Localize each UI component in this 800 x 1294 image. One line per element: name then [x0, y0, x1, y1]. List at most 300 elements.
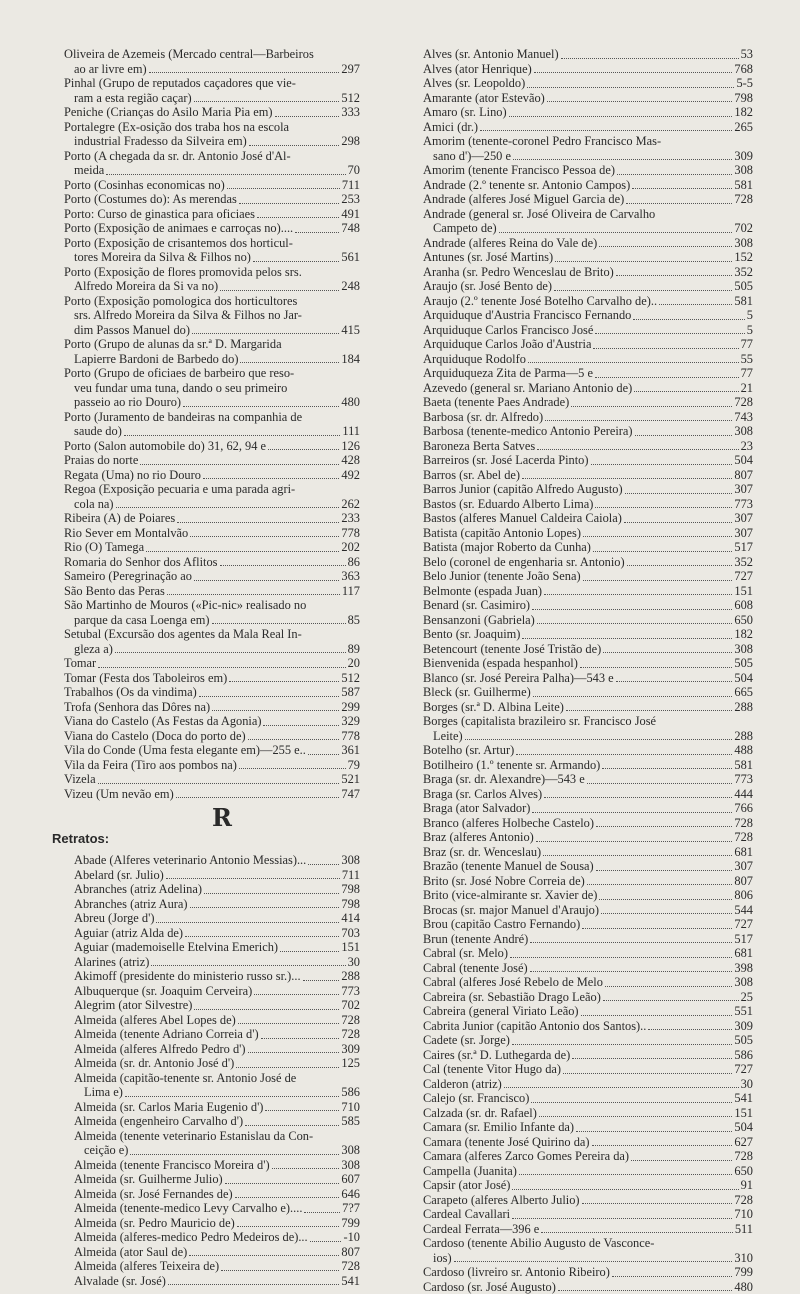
entry-last-line — [64, 540, 360, 555]
entry-label: Lima e) — [84, 1085, 123, 1100]
dot-leader — [545, 420, 732, 421]
index-entry — [64, 207, 360, 222]
index-entry — [74, 969, 360, 984]
entry-last-line — [74, 1013, 360, 1028]
index-entry — [64, 714, 360, 729]
page-number: 308 — [734, 642, 753, 657]
entry-last-line — [423, 990, 753, 1005]
index-entry — [64, 685, 360, 700]
dot-leader — [554, 290, 732, 291]
entry-last-line — [64, 787, 360, 802]
index-entry — [74, 926, 360, 941]
entry-last-line — [423, 1062, 753, 1077]
index-entry — [64, 76, 360, 105]
entry-last-line — [423, 656, 753, 671]
entry-label: Rio Sever em Montalvão — [64, 526, 188, 541]
entry-label: Batista (capitão Antonio Lopes) — [423, 526, 581, 541]
entry-label: Andrade (alferes José Miguel Garcia de) — [423, 192, 624, 207]
entry-label: Abranches (atriz Adelina) — [74, 882, 202, 897]
entry-text-line: Amorim (tenente-coronel Pedro Francisco Mas- — [423, 134, 753, 149]
dot-leader — [516, 754, 732, 755]
entry-label: Calejo (sr. Francisco) — [423, 1091, 529, 1106]
entry-label: Calzada (sr. dr. Rafael) — [423, 1106, 537, 1121]
entry-last-line — [423, 410, 753, 425]
entry-last-line — [423, 149, 753, 164]
page-number: 428 — [341, 453, 360, 468]
index-entry — [423, 671, 753, 686]
entry-last-line — [423, 178, 753, 193]
dot-leader — [547, 101, 733, 102]
entry-text-line: São Martinho de Mouros («Pic-nic» realisado no — [64, 598, 360, 613]
entry-last-line — [64, 192, 360, 207]
entry-label: Borges (sr.ª D. Albina Leite) — [423, 700, 564, 715]
entry-label: Cardeal Ferrata—396 e — [423, 1222, 539, 1237]
dot-leader — [229, 681, 339, 682]
dot-leader — [534, 72, 733, 73]
page-number: 55 — [741, 352, 753, 367]
dot-leader — [519, 1174, 732, 1175]
section-letter: R — [64, 805, 360, 831]
index-entry — [423, 1236, 753, 1265]
dot-leader — [531, 1102, 732, 1103]
page-number: ‑10 — [343, 1230, 360, 1245]
page-number: 773 — [734, 497, 753, 512]
index-entry — [423, 511, 753, 526]
entry-label: Bastos (alferes Manuel Caldeira Caiola) — [423, 511, 622, 526]
index-entry — [64, 178, 360, 193]
entry-last-line — [64, 453, 360, 468]
entry-last-line — [64, 700, 360, 715]
dot-leader — [310, 1241, 342, 1242]
page-number: 561 — [341, 250, 360, 265]
dot-leader — [190, 536, 339, 537]
entry-label: Braz (alferes Antonio) — [423, 830, 534, 845]
page-number: 544 — [734, 903, 753, 918]
entry-last-line — [423, 1048, 753, 1063]
entry-label: Vizela — [64, 772, 96, 787]
right-list — [423, 47, 753, 1294]
entry-label: Praias do norte — [64, 453, 138, 468]
entry-label: Trofa (Senhora das Dôres na) — [64, 700, 210, 715]
page-number: 504 — [734, 671, 753, 686]
dot-leader — [544, 797, 732, 798]
entry-last-line — [423, 1004, 753, 1019]
entry-last-line — [423, 598, 753, 613]
page-number: 728 — [341, 1259, 360, 1274]
index-entry — [423, 830, 753, 845]
dot-leader — [561, 58, 739, 59]
entry-last-line — [74, 940, 360, 955]
entry-text-line: Regoa (Exposição pecuaria e uma parada agri- — [64, 482, 360, 497]
entry-last-line — [64, 526, 360, 541]
entry-last-line — [423, 163, 753, 178]
page-number: 184 — [341, 352, 360, 367]
entry-label: Braga (sr. dr. Alexandre)—543 e — [423, 772, 585, 787]
entry-last-line — [64, 671, 360, 686]
index-entry — [64, 149, 360, 178]
index-entry — [74, 1216, 360, 1231]
dot-leader — [185, 936, 339, 937]
entry-last-line — [74, 1100, 360, 1115]
entry-label: Camara (sr. Emilio Infante da) — [423, 1120, 574, 1135]
entry-label: Braz (sr. dr. Wenceslau) — [423, 845, 541, 860]
page-number: 728 — [734, 1193, 753, 1208]
index-entry — [423, 874, 753, 889]
entry-last-line — [423, 279, 753, 294]
entry-last-line — [423, 453, 753, 468]
dot-leader — [580, 667, 733, 668]
page-number: 25 — [741, 990, 753, 1005]
index-entry — [64, 236, 360, 265]
entry-last-line — [64, 105, 360, 120]
entry-last-line — [64, 685, 360, 700]
dot-leader — [239, 203, 340, 204]
page-number: 512 — [341, 671, 360, 686]
page-number: 541 — [341, 1274, 360, 1289]
entry-text-line: Cardoso (tenente Abilio Augusto de Vasconce- — [423, 1236, 753, 1251]
entry-label: Almeida (tenente-medico Levy Carvalho e).... — [74, 1201, 302, 1216]
entry-last-line — [423, 1120, 753, 1135]
index-entry — [64, 598, 360, 627]
dot-leader — [624, 522, 733, 523]
entry-last-line — [423, 1077, 753, 1092]
entry-label: Amaro (sr. Lino) — [423, 105, 507, 120]
dot-leader — [603, 1000, 739, 1001]
entry-last-line — [64, 395, 360, 410]
entry-last-line — [423, 294, 753, 309]
entry-label: Bienvenida (espada hespanhol) — [423, 656, 578, 671]
entry-last-line — [74, 1201, 360, 1216]
dot-leader — [512, 1189, 738, 1190]
dot-leader — [599, 899, 732, 900]
entry-text-line: Porto (Exposição de flores promovida pelos srs. — [64, 265, 360, 280]
entry-label: Cadete (sr. Jorge) — [423, 1033, 510, 1048]
index-entry — [74, 1245, 360, 1260]
dot-leader — [253, 261, 340, 262]
entry-label: Botelho (sr. Artur) — [423, 743, 514, 758]
dot-leader — [220, 290, 339, 291]
entry-label: Amici (dr.) — [423, 120, 478, 135]
dot-leader — [454, 1261, 733, 1262]
entry-label: Almeida (engenheiro Carvalho d') — [74, 1114, 243, 1129]
dot-leader — [235, 1197, 340, 1198]
entry-label: parque da casa Loenga em) — [74, 613, 210, 628]
entry-last-line — [64, 584, 360, 599]
entry-last-line — [74, 1042, 360, 1057]
page-number: 728 — [734, 816, 753, 831]
entry-last-line — [423, 627, 753, 642]
index-entry — [423, 1091, 753, 1106]
entry-label: Amorim (tenente Francisco Pessoa de) — [423, 163, 615, 178]
page-number: 627 — [734, 1135, 753, 1150]
index-entry — [64, 787, 360, 802]
entry-label: Barbosa (sr. dr. Alfredo) — [423, 410, 543, 425]
page-number: 608 — [734, 598, 753, 613]
dot-leader — [582, 1203, 733, 1204]
index-entry — [423, 845, 753, 860]
entry-last-line — [423, 1280, 753, 1294]
entry-last-line — [423, 932, 753, 947]
entry-label: Batista (major Roberto da Cunha) — [423, 540, 591, 555]
dot-leader — [236, 1067, 339, 1068]
entry-last-line — [423, 1193, 753, 1208]
entry-text-line: srs. Alfredo Moreira da Silva & Filhos no Jar- — [64, 308, 360, 323]
entry-last-line — [423, 1178, 753, 1193]
page-number: 23 — [741, 439, 753, 454]
entry-label: Viana do Castelo (As Festas da Agonia) — [64, 714, 261, 729]
entry-last-line — [64, 163, 360, 178]
index-entry — [64, 221, 360, 236]
index-entry — [423, 859, 753, 874]
entry-last-line — [74, 1114, 360, 1129]
index-entry — [64, 294, 360, 338]
page-number: 91 — [741, 1178, 753, 1193]
entry-label: Almeida (sr. José Fernandes de) — [74, 1187, 233, 1202]
index-entry — [64, 555, 360, 570]
dot-leader — [632, 188, 732, 189]
entry-last-line — [423, 381, 753, 396]
entry-label: Braga (ator Salvador) — [423, 801, 530, 816]
page-number: 773 — [734, 772, 753, 787]
entry-last-line — [423, 1135, 753, 1150]
retratos-list — [74, 853, 360, 1288]
entry-label: Bensanzoni (Gabriela) — [423, 613, 535, 628]
entry-last-line — [423, 1106, 753, 1121]
entry-label: Alvalade (sr. José) — [74, 1274, 166, 1289]
index-entry — [74, 1042, 360, 1057]
entry-last-line — [423, 468, 753, 483]
dot-leader — [633, 319, 744, 320]
entry-label: Barreiros (sr. José Lacerda Pinto) — [423, 453, 589, 468]
entry-last-line — [423, 439, 753, 454]
dot-leader — [533, 696, 733, 697]
dot-leader — [189, 1255, 339, 1256]
dot-leader — [263, 725, 339, 726]
entry-label: Almeida (tenente Adriano Correia d') — [74, 1027, 259, 1042]
dot-leader — [124, 435, 341, 436]
dot-leader — [512, 1044, 733, 1045]
entry-label: Cabral (alferes José Rebelo de Melo — [423, 975, 603, 990]
entry-text-line: veu fundar uma tuna, dando o seu primeiro — [64, 381, 360, 396]
dot-leader — [245, 1125, 339, 1126]
entry-label: Regata (Uma) no rio Douro — [64, 468, 201, 483]
entry-last-line — [423, 903, 753, 918]
page-number: 30 — [741, 1077, 753, 1092]
entry-last-line — [423, 1164, 753, 1179]
dot-leader — [627, 565, 733, 566]
index-entry — [64, 772, 360, 787]
page-number: 505 — [734, 1033, 753, 1048]
entry-label: Bleck (sr. Guilherme) — [423, 685, 531, 700]
page-number: 511 — [735, 1222, 753, 1237]
entry-label: Botilheiro (1.º tenente sr. Armando) — [423, 758, 600, 773]
entry-label: Cabreira (sr. Sebastião Drago Leão) — [423, 990, 601, 1005]
page-number: 151 — [734, 584, 753, 599]
dot-leader — [146, 551, 339, 552]
entry-text-line: Andrade (general sr. José Oliveira de Carvalho — [423, 207, 753, 222]
page-number: 352 — [734, 555, 753, 570]
page-number: 248 — [341, 279, 360, 294]
page-number: 488 — [734, 743, 753, 758]
page-number: 333 — [341, 105, 360, 120]
index-entry — [74, 1259, 360, 1274]
index-entry — [74, 882, 360, 897]
dot-leader — [98, 667, 345, 668]
index-entry — [64, 656, 360, 671]
index-entry — [64, 584, 360, 599]
page-number: 308 — [341, 853, 360, 868]
entry-last-line — [74, 1027, 360, 1042]
entry-label: Belmonte (espada Juan) — [423, 584, 542, 599]
page-number: 20 — [348, 656, 360, 671]
dot-leader — [295, 232, 339, 233]
page-number: 89 — [348, 642, 360, 657]
index-entry — [423, 714, 753, 743]
entry-last-line — [423, 323, 753, 338]
dot-leader — [591, 464, 733, 465]
page-number: 728 — [341, 1027, 360, 1042]
entry-label: Brocas (sr. major Manuel d'Araujo) — [423, 903, 599, 918]
entry-last-line — [423, 1033, 753, 1048]
page-number: 308 — [734, 236, 753, 251]
dot-leader — [532, 609, 732, 610]
page-number: 703 — [341, 926, 360, 941]
page-number: 798 — [341, 897, 360, 912]
index-entry — [423, 1120, 753, 1135]
entry-last-line — [74, 911, 360, 926]
entry-label: Braga (sr. Carlos Alves) — [423, 787, 542, 802]
entry-label: Romaria do Senhor dos Aflitos — [64, 555, 218, 570]
dot-leader — [635, 435, 733, 436]
index-entry — [64, 337, 360, 366]
dot-leader — [572, 1058, 732, 1059]
index-entry — [423, 975, 753, 990]
dot-leader — [272, 1168, 340, 1169]
entry-last-line — [423, 540, 753, 555]
entry-label: saude do) — [74, 424, 122, 439]
index-entry — [423, 1062, 753, 1077]
index-entry — [423, 1106, 753, 1121]
entry-label: Porto: Curso de ginastica para oficiaes — [64, 207, 255, 222]
entry-label: Betencourt (tenente José Tristão de) — [423, 642, 601, 657]
entry-label: Alarines (atriz) — [74, 955, 149, 970]
page-number: 415 — [341, 323, 360, 338]
page-number: 125 — [341, 1056, 360, 1071]
dot-leader — [587, 783, 733, 784]
index-entry — [423, 758, 753, 773]
index-entry — [423, 453, 753, 468]
index-entry — [423, 584, 753, 599]
entry-last-line — [74, 1230, 360, 1245]
index-entry — [423, 990, 753, 1005]
page-number: 307 — [734, 526, 753, 541]
entry-last-line — [423, 120, 753, 135]
index-entry — [423, 917, 753, 932]
page-number: 309 — [734, 149, 753, 164]
index-entry — [423, 482, 753, 497]
page-number: 480 — [734, 1280, 753, 1294]
index-entry — [423, 1222, 753, 1237]
section-title: Retratos: — [52, 831, 360, 847]
page-number: 728 — [734, 1149, 753, 1164]
index-entry — [423, 105, 753, 120]
entry-label: gleza a) — [74, 642, 113, 657]
index-entry — [423, 1207, 753, 1222]
index-entry — [423, 323, 753, 338]
page-number: 7?7 — [342, 1201, 360, 1216]
entry-label: Almeida (sr. Guilherme Julio) — [74, 1172, 223, 1187]
page-number: 778 — [341, 729, 360, 744]
dot-leader — [537, 623, 733, 624]
dot-leader — [593, 551, 732, 552]
entry-label: Almeida (sr. Pedro Mauricio de) — [74, 1216, 235, 1231]
entry-last-line — [423, 555, 753, 570]
index-entry — [423, 134, 753, 163]
page-number: 309 — [341, 1042, 360, 1057]
page-number: 798 — [734, 91, 753, 106]
page-number: 111 — [342, 424, 360, 439]
index-entry — [64, 569, 360, 584]
entry-text-line: Borges (capitalista brazileiro sr. Francisco José — [423, 714, 753, 729]
entry-label: Cardoso (livreiro sr. Antonio Ribeiro) — [423, 1265, 610, 1280]
entry-last-line — [64, 729, 360, 744]
entry-last-line — [423, 859, 753, 874]
index-entry — [423, 1178, 753, 1193]
index-entry — [64, 105, 360, 120]
dot-leader — [596, 870, 733, 871]
entry-label: Arquiduque Carlos João d'Austria — [423, 337, 591, 352]
index-entry — [423, 163, 753, 178]
entry-label: Bastos (sr. Eduardo Alberto Lima) — [423, 497, 593, 512]
entry-last-line — [64, 250, 360, 265]
index-entry — [64, 366, 360, 410]
index-entry — [423, 308, 753, 323]
dot-leader — [605, 986, 732, 987]
page-number: 182 — [734, 627, 753, 642]
index-entry — [74, 853, 360, 868]
page-number: 30 — [348, 955, 360, 970]
page-number: 665 — [734, 685, 753, 700]
dot-leader — [563, 1073, 732, 1074]
index-entry — [64, 627, 360, 656]
entry-last-line — [74, 1274, 360, 1289]
dot-leader — [303, 980, 340, 981]
page-number: 152 — [734, 250, 753, 265]
entry-last-line — [423, 62, 753, 77]
entry-last-line — [423, 874, 753, 889]
entry-last-line — [64, 439, 360, 454]
dot-leader — [212, 623, 346, 624]
index-entry — [423, 279, 753, 294]
entry-last-line — [423, 424, 753, 439]
dot-leader — [106, 174, 345, 175]
dot-leader — [151, 965, 345, 966]
page-number: 702 — [341, 998, 360, 1013]
dot-leader — [537, 449, 738, 450]
dot-leader — [510, 957, 732, 958]
left-top-list — [64, 47, 360, 801]
index-entry — [74, 1158, 360, 1173]
dot-leader — [249, 145, 340, 146]
dot-leader — [194, 101, 340, 102]
entry-label: sano d')—250 e — [433, 149, 511, 164]
index-entry — [423, 961, 753, 976]
index-entry — [423, 1048, 753, 1063]
dot-leader — [616, 275, 733, 276]
index-entry — [423, 1164, 753, 1179]
index-entry — [423, 598, 753, 613]
page-number: 581 — [734, 294, 753, 309]
